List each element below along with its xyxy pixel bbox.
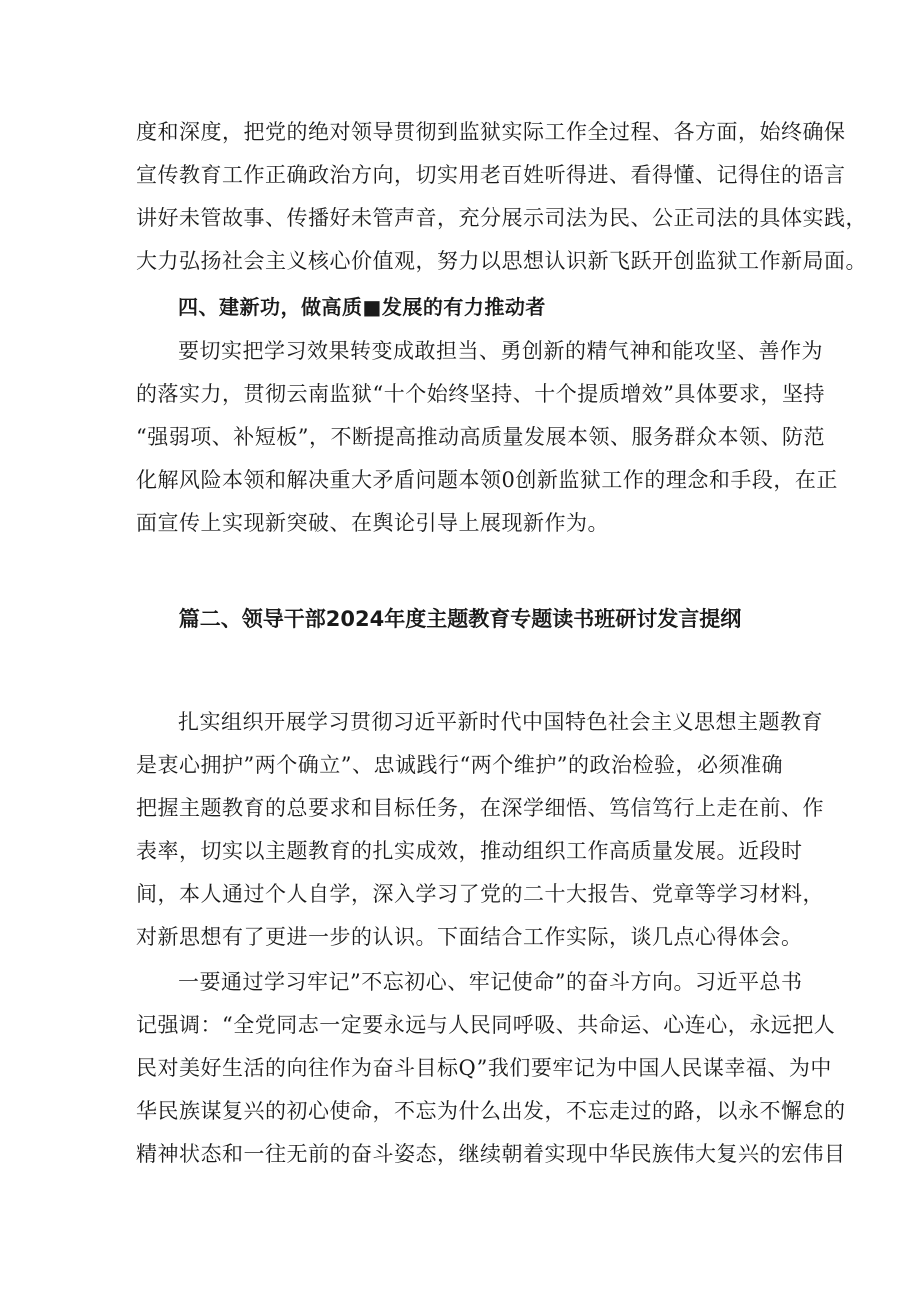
paragraph-line: 宣传教育工作正确政治方向，切实用老百姓听得进、看得懂、记得住的语言 bbox=[136, 163, 846, 187]
paragraph-line: 精神状态和一往无前的奋斗姿态，继续朝着实现中华民族伟大复兴的宏伟目 bbox=[136, 1142, 846, 1166]
paragraph-line: 表率，切实以主题教育的扎实成效，推动组织工作高质量发展。近段时 bbox=[136, 839, 803, 863]
paragraph-line: 扎实组织开展学习贯彻习近平新时代中国特色社会主义思想主题教育 bbox=[178, 710, 823, 734]
paragraph-line: 讲好未管故事、传播好未管声音，充分展示司法为民、公正司法的具体实践， bbox=[136, 206, 867, 230]
paragraph-line: 化解风险本领和解决重大矛盾问题本领0创新监狱工作的理念和手段，在正 bbox=[136, 468, 838, 492]
paragraph-line: 记强调：“全党同志一定要永远与人民同呼吸、共命运、心连心，永远把人 bbox=[136, 1013, 836, 1037]
paragraph-line: 大力弘扬社会主义核心价值观，努力以思想认识新飞跃开创监狱工作新局面。 bbox=[136, 249, 867, 273]
paragraph-line: 要切实把学习效果转变成敢担当、勇创新的精气神和能攻坚、善作为 bbox=[178, 339, 823, 363]
paragraph-line: 是衷心拥护”两个确立”、忠诚践行“两个维护”的政治检验，必须准确 bbox=[136, 753, 783, 777]
paragraph-line: 度和深度，把党的绝对领导贯彻到监狱实际工作全过程、各方面，始终确保 bbox=[136, 120, 846, 144]
paragraph-line: 对新思想有了更进一步的认识。下面结合工作实际，谈几点心得体会。 bbox=[136, 925, 803, 949]
paragraph-line: 间，本人通过个人自学，深入学习了党的二十大报告、党章等学习材料， bbox=[136, 882, 824, 906]
paragraph-line: 面宣传上实现新突破、在舆论引导上展现新作为。 bbox=[136, 511, 609, 535]
paragraph-line: 华民族谋复兴的初心使命，不忘为什么出发，不忘走过的路，以永不懈怠的 bbox=[136, 1099, 846, 1123]
paragraph-line: 把握主题教育的总要求和目标任务，在深学细悟、笃信笃行上走在前、作 bbox=[136, 796, 824, 820]
article-title: 篇二、领导干部2024年度主题教育专题读书班研讨发言提纲 bbox=[178, 607, 742, 631]
paragraph-line: 的落实力，贯彻云南监狱“十个始终坚持、十个提质增效”具体要求，坚持 bbox=[136, 382, 825, 406]
section-heading: 四、建新功，做高质■发展的有力推动者 bbox=[178, 295, 546, 319]
paragraph-line: “强弱项、补短板”，不断提高推动高质量发展本领、服务群众本领、防范 bbox=[136, 425, 825, 449]
paragraph-line: 一要通过学习牢记”不忘初心、牢记使命”的奋斗方向。习近平总书 bbox=[178, 970, 803, 994]
paragraph-line: 民对美好生活的向往作为奋斗目标Q”我们要牢记为中国人民谋幸福、为中 bbox=[136, 1056, 832, 1080]
